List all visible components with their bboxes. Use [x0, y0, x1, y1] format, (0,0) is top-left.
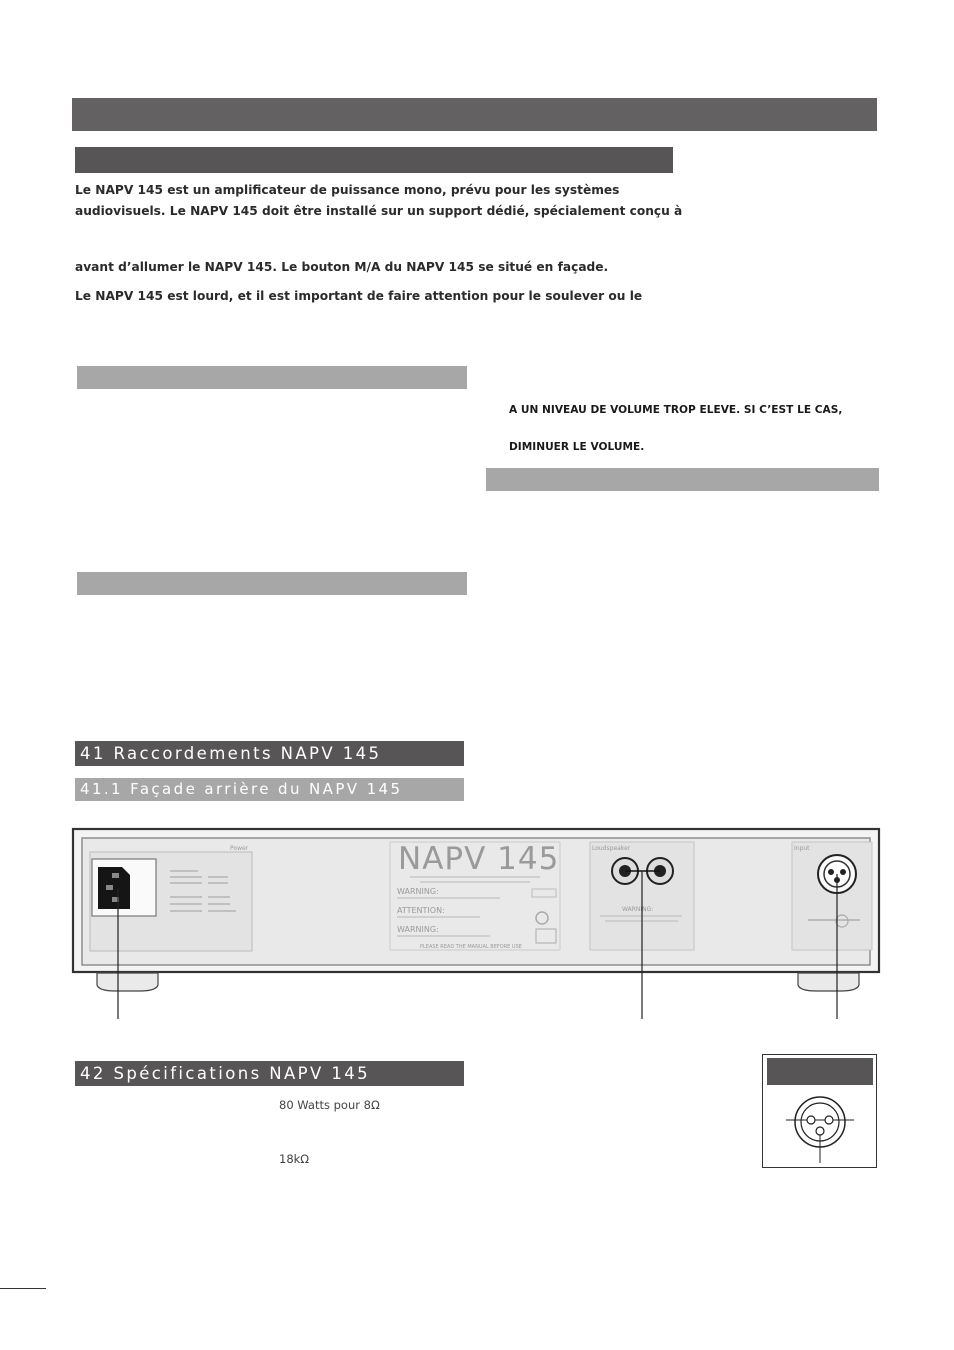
subsection-bar-left-2	[77, 572, 467, 595]
input-label: Input	[794, 845, 810, 852]
intro-line-4: Le NAPV 145 est lourd, et il est important de faire attention pour le soulever ou le	[75, 289, 643, 303]
warning-label-1: WARNING:	[397, 887, 439, 896]
section-41-heading: 41 Raccordements NAPV 145	[75, 741, 464, 766]
rear-panel-illustration	[70, 825, 885, 1020]
section-41-1-heading: 41.1 Façade arrière du NAPV 145	[75, 778, 464, 801]
subsection-bar-left-1	[77, 366, 467, 389]
warning-line-2: DIMINUER LE VOLUME.	[509, 441, 645, 453]
spec-input-impedance: 18kΩ	[279, 1152, 310, 1166]
foot-right	[798, 973, 859, 991]
intro-line-3: avant d’allumer le NAPV 145. Le bouton M/A du NAPV 145 se situé en façade.	[75, 260, 609, 274]
xlr-pin-diagram	[762, 1085, 876, 1167]
power-section-label: Power	[230, 845, 249, 852]
intro-line-1: Le NAPV 145 est un amplificateur de puissance mono, prévu pour les systèmes	[75, 183, 620, 197]
section-42-heading: 42 Spécifications NAPV 145	[75, 1061, 464, 1086]
model-name: NAPV 145	[398, 841, 560, 877]
subsection-bar-right	[486, 468, 879, 491]
xlr-diagram-header	[767, 1058, 873, 1085]
intro-line-2: audiovisuels. Le NAPV 145 doit être installé sur un support dédié, spécialement conçu à	[75, 204, 683, 218]
attention-label: ATTENTION:	[397, 906, 445, 915]
section-header-bar	[75, 147, 673, 173]
read-manual-note: PLEASE READ THE MANUAL BEFORE USE	[420, 944, 522, 950]
loudspeaker-label: Loudspeaker	[592, 845, 631, 852]
page-header-bar	[72, 98, 877, 131]
loudspeaker-warning: WARNING:	[622, 906, 654, 913]
warning-label-2: WARNING:	[397, 925, 439, 934]
page-corner-rule	[0, 1288, 46, 1289]
warning-line-1: A UN NIVEAU DE VOLUME TROP ELEVE. SI C’EST LE CAS,	[509, 404, 843, 416]
spec-output-power: 80 Watts pour 8Ω	[279, 1098, 380, 1112]
foot-left	[97, 973, 158, 991]
